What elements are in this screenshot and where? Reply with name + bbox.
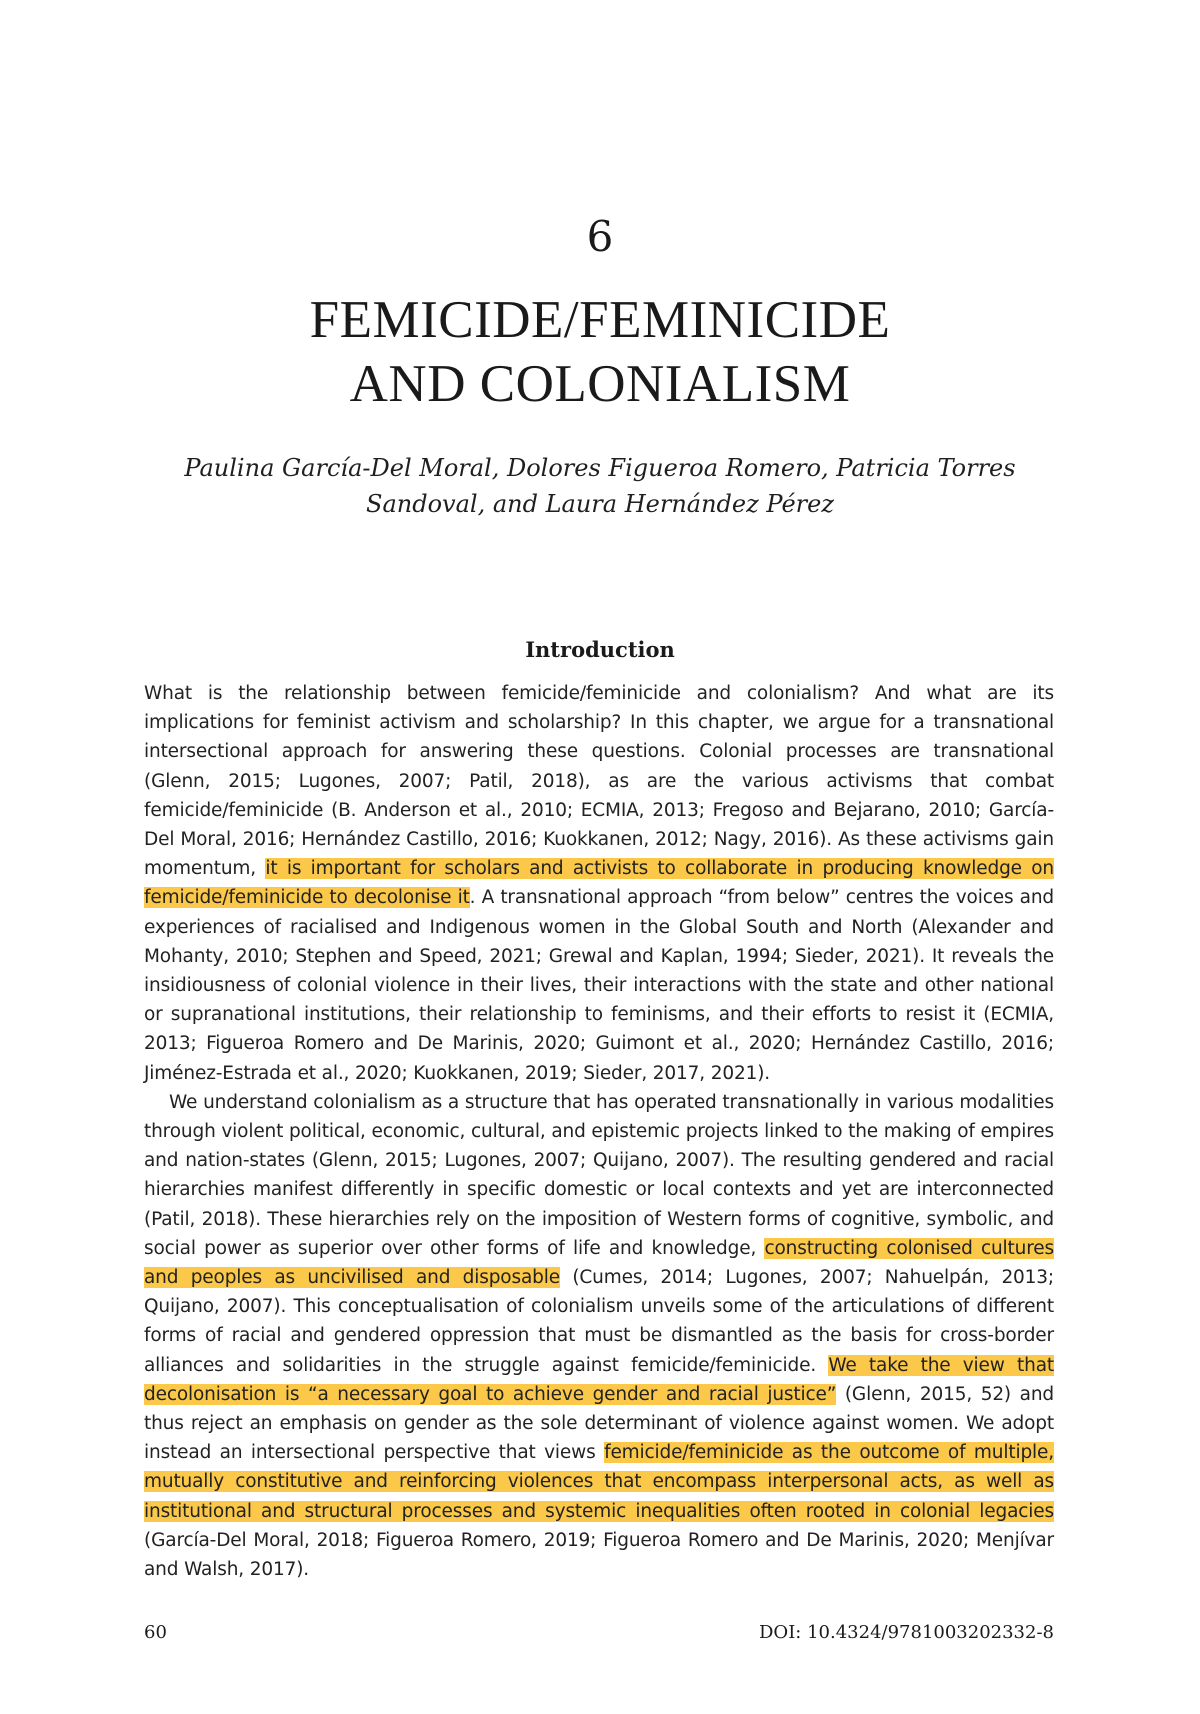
highlight-1[interactable]: it is important for scholars and activists to collaborate in producing knowledge on femicide/feminicide to decolonise it	[144, 858, 1055, 909]
paragraph-1	[144, 679, 1054, 1088]
page-number: 60	[144, 1622, 167, 1643]
chapter-title-line-2: AND COLONIALISM	[349, 355, 851, 413]
paragraph-2-text-3: (Glenn, 2015, 52) and thus reject an emphasis on gender as the sole determinant of violence against women. We adopt instead an intersectional perspective that views	[144, 1383, 1054, 1464]
highlight-2[interactable]: constructing colonised cultures and peoples as uncivilised and disposable	[144, 1237, 1054, 1289]
chapter-title	[0, 288, 1200, 416]
doi-link[interactable]: DOI: 10.4324/9781003202332-8	[759, 1622, 1054, 1643]
author-line-2: Sandoval, and Laura Hernández Pérez	[366, 490, 834, 518]
paragraph-2-text-1: We understand colonialism as a structure that has operated transnationally in various modalities through violent political, economic, cultural, and epistemic projects linked to the making of empires and nation-states (Glenn, 2015; Lugones, 2007; Quijano, 2007). The resulting gendered and racial hierarchies manifest differently in specific domestic or local contexts and yet are interconnected (Patil, 2018). These hierarchies rely on the imposition of Western forms of cognitive, symbolic, and social power as superior over other forms of life and knowledge,	[144, 1091, 1054, 1259]
paragraph-1-text-1: What is the relationship between femicide/feminicide and colonialism? And what are its implications for feminist activism and scholarship? In this chapter, we argue for a transnational intersectional approach for answering these questions. Colonial processes are transnational (Glenn, 2015; Lugones, 2007; Patil, 2018), as are the various activisms that combat femicide/feminicide (B. Anderson et al., 2010; ECMIA, 2013; Fregoso and Bejarano, 2010; García-Del Moral, 2016; Hernández Castillo, 2016; Kuokkanen, 2012; Nagy, 2016). As these activisms gain momentum,	[144, 683, 1054, 880]
highlight-3[interactable]: We take the view that decolonisation is “a necessary goal to achieve gender and racial justice”	[144, 1354, 1054, 1405]
paragraph-1-text-2: . A transnational approach “from below” centres the voices and experiences of racialised and Indigenous women in the Global South and North (Alexander and Mohanty, 2010; Stephen and Speed, 2021; Grewal and Kaplan, 1994; Sieder, 2021). It reveals the insidiousness of colonial violence in their lives, their interactions with the state and other national or supranational institutions, their relationship to feminisms, and their efforts to resist it (ECMIA, 2013; Figueroa Romero and De Marinis, 2020; Guimont et al., 2020; Hernández Castillo, 2016; Jiménez-Estrada et al., 2020; Kuokkanen, 2019; Sieder, 2017, 2021).	[144, 887, 1054, 1084]
author-list	[160, 450, 1040, 522]
highlight-4[interactable]: femicide/feminicide as the outcome of multiple, mutually constitutive and reinforcing violences that encompass interpersonal acts, as well as institutional and structural processes and systemic inequalities often rooted in colonial legacies	[144, 1442, 1055, 1522]
section-heading: Introduction	[525, 637, 675, 662]
body-text	[144, 679, 1054, 1584]
chapter-title-line-1: FEMICIDE/FEMINICIDE	[309, 291, 891, 349]
chapter-number: 6	[586, 212, 614, 261]
paragraph-2-text-2: (Cumes, 2014; Lugones, 2007; Nahuelpán, 2013; Quijano, 2007). This conceptualisation of colonialism unveils some of the articulations of different forms of racial and gendered oppression that must be dismantled as the basis for cross-border alliances and solidarities in the struggle against femicide/feminicide.	[144, 1267, 1055, 1376]
paragraph-2-text-4: (García-Del Moral, 2018; Figueroa Romero, 2019; Figueroa Romero and De Marinis, 2020; Menjívar and Walsh, 2017).	[144, 1529, 1054, 1581]
author-line-1: Paulina García-Del Moral, Dolores Figueroa Romero, Patricia Torres	[184, 454, 1016, 482]
paragraph-2	[144, 1088, 1054, 1584]
